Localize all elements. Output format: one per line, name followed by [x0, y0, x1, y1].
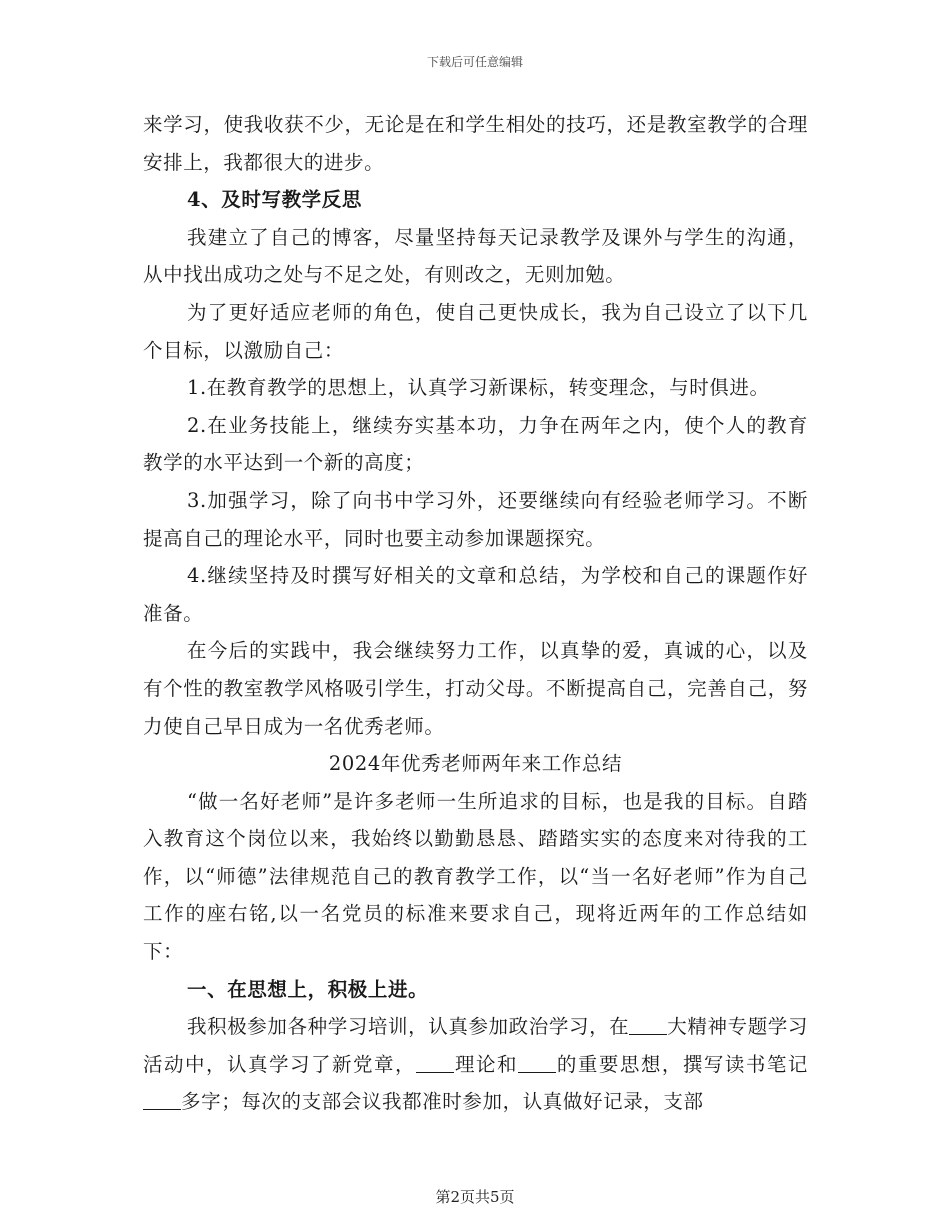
- study-text-d: 的重要思想，撰写读书笔记: [555, 1052, 808, 1076]
- document-body: [143, 106, 808, 1121]
- goal-item-4: 4.继续坚持及时撰写好相关的文章和总结，为学校和自己的课题作好准备。: [143, 564, 808, 625]
- study-text-e: 多字；每次的支部会议我都准时参加，认真做好记录，支部: [181, 1090, 704, 1114]
- paragraph-summary-intro: “做一名好老师”是许多老师一生所追求的目标，也是我的目标。自踏入教育这个岗位以来，我始终以勤勤恳恳、踏踏实实的态度来对待我的工作，以“师德”法律规范自己的教育教学工作，以“当一名好老师”作为自己工作的座右铭,以一名党员的标准来要求自己，现将近两年的工作总结如下：: [143, 789, 808, 964]
- goal-item-2: 2.在业务技能上，继续夯实基本功，力争在两年之内，使个人的教育教学的水平达到一个新的高度；: [143, 413, 808, 475]
- blank-underline: [518, 1052, 556, 1073]
- blank-underline: [629, 1015, 667, 1036]
- paragraph-goals-intro: 为了更好适应老师的角色，使自己更快成长，我为自己设立了以下几个目标，以激励自己：: [143, 300, 808, 362]
- page-header: 下载后可任意编辑: [426, 55, 523, 69]
- document-title: 2024年优秀老师两年来工作总结: [328, 752, 623, 776]
- blank-underline: [416, 1052, 454, 1073]
- study-text-c: 理论和: [454, 1052, 518, 1076]
- page-footer: 第2页共5页: [435, 1188, 515, 1206]
- section-heading-reflection: 4、及时写教学反思: [187, 188, 362, 212]
- paragraph-conclusion: 在今后的实践中，我会继续努力工作，以真挚的爱，真诚的心，以及有个性的教室教学风格吸引学生，打动父母。不断提高自己，完善自己，努力使自己早日成为一名优秀老师。: [143, 639, 808, 738]
- study-text-a: 我积极参加各种学习培训，认真参加政治学习，在: [187, 1015, 630, 1039]
- paragraph-continuation: 来学习，使我收获不少，无论是在和学生相处的技巧，还是教室教学的合理安排上，我都很大的进步。: [143, 113, 808, 174]
- section-heading-ideology: 一、在思想上，积极上进。: [187, 977, 429, 1001]
- study-text-b: 大精神专题学习活动中，认真学习了新党章，: [143, 1015, 809, 1076]
- goal-item-3: 3.加强学习，除了向书中学习外，还要继续向有经验老师学习。不断提高自己的理论水平，同时也要主动参加课题探究。: [143, 488, 808, 550]
- paragraph-study: [143, 1008, 808, 1121]
- paragraph-blog: 我建立了自己的博客，尽量坚持每天记录教学及课外与学生的沟通，从中找出成功之处与不足之处，有则改之，无则加勉。: [143, 225, 808, 287]
- goal-item-1: 1.在教育教学的思想上，认真学习新课标，转变理念，与时俱进。: [187, 376, 770, 400]
- blank-underline: [143, 1090, 181, 1111]
